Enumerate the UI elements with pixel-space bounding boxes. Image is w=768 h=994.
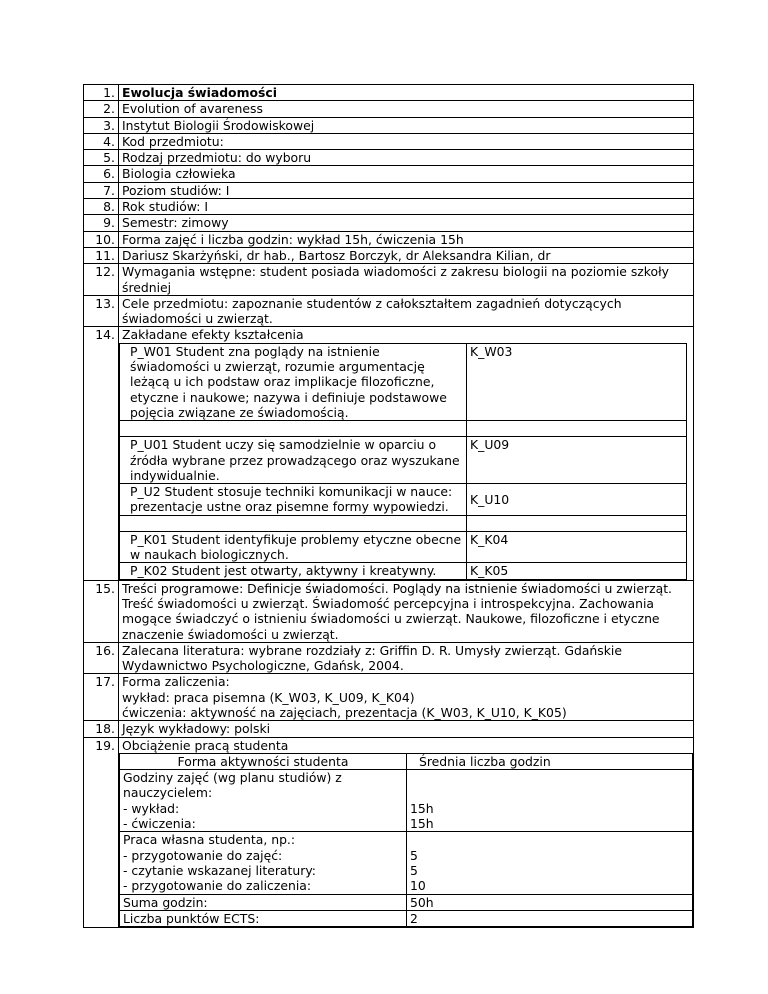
workload-header-activity: Forma aktywności studenta: [120, 753, 407, 769]
row-number: 9.: [84, 215, 119, 231]
table-row: [84, 150, 694, 166]
workload-exam-label: - przygotowanie do zaliczenia:: [123, 878, 312, 894]
learning-outcomes-cell: [119, 327, 694, 580]
teaching-language: Język wykładowy: polski: [119, 721, 694, 737]
workload-reading-label: - czytanie wskazanej literatury:: [123, 862, 316, 878]
outcome-spacer: [120, 421, 687, 437]
workload-sum-hours: 50h: [407, 894, 693, 910]
workload-contact-label: Godziny zajęć (wg planu studiów) z nauczycielem:: [123, 770, 342, 801]
workload-cell: [119, 737, 694, 928]
table-row: [84, 166, 694, 182]
workload-table: [119, 753, 693, 927]
table-row: [84, 101, 694, 117]
row-number: 15.: [84, 580, 119, 642]
table-row: [84, 199, 694, 215]
row-number: 2.: [84, 101, 119, 117]
syllabus-table: [83, 84, 694, 928]
learning-outcomes-heading: Zakładane efekty kształcenia: [122, 327, 304, 343]
workload-own-label: Praca własna studenta, np.:: [123, 832, 296, 848]
row-number: 7.: [84, 182, 119, 198]
row-number: 19.: [84, 737, 119, 928]
table-row: [84, 737, 694, 928]
workload-row: [120, 894, 693, 910]
workload-reading-hours: 5: [410, 862, 418, 878]
table-row: [84, 215, 694, 231]
course-title-english: Evolution of avareness: [119, 101, 694, 117]
course-code: Kod przedmiotu:: [119, 133, 694, 149]
table-row: [84, 231, 694, 247]
outcome-code: K_K05: [467, 563, 687, 579]
class-form-hours: Forma zajęć i liczba godzin: wykład 15h, ćwiczenia 15h: [119, 231, 694, 247]
field-of-study: Biologia człowieka: [119, 166, 694, 182]
recommended-literature: Zalecana literatura: wybrane rozdziały z: Griffin D. R. Umysły zwierząt. Gdańskie Wydawnictwo Psychologiczne, Gdańsk, 2004.: [119, 642, 694, 674]
assessment-exercises: ćwiczenia: aktywność na zajęciach, prezentacja (K_W03, K_U10, K_K05): [122, 704, 567, 720]
course-objectives: Cele przedmiotu: zapoznanie studentów z całokształtem zagadnień dotyczących świadomości u zwierząt.: [119, 295, 694, 327]
course-title: Ewolucja świadomości: [119, 85, 694, 101]
workload-row: [120, 832, 693, 894]
table-row: [84, 721, 694, 737]
row-number: 3.: [84, 117, 119, 133]
workload-prep-hours: 5: [410, 847, 418, 863]
workload-ects-value: 2: [407, 910, 693, 926]
workload-lecture-hours: 15h: [410, 800, 434, 816]
workload-header-hours: Średnia liczba godzin: [407, 753, 693, 769]
workload-heading: Obciążenie pracą studenta: [122, 737, 289, 753]
row-number: 10.: [84, 231, 119, 247]
workload-prep-label: - przygotowanie do zajęć:: [123, 847, 283, 863]
row-number: 17.: [84, 674, 119, 721]
table-row: [84, 264, 694, 296]
outcome-code: K_U10: [467, 484, 687, 516]
workload-ects-label: Liczba punktów ECTS:: [120, 910, 407, 926]
study-level: Poziom studiów: I: [119, 182, 694, 198]
row-number: 11.: [84, 247, 119, 263]
course-content: Treści programowe: Definicje świadomości. Poglądy na istnienie świadomości u zwierząt. Treść świadomości u zwierząt. Świadomość percepcyjna i introspekcyjna. Zachowania mogące świadczyć o istnieniu świadomości u zwierząt. Naukowe, filozoficzne i etyczne znaczenie świadomości u zwierząt.: [119, 580, 694, 642]
outcome-row: [120, 563, 687, 579]
outcome-code: K_W03: [467, 343, 687, 420]
workload-header-row: [120, 753, 693, 769]
outcome-description: P_U01 Student uczy się samodzielnie w oparciu o źródła wybrane przez prowadzącego oraz wyszukane indywidualnie.: [120, 437, 467, 484]
outcome-spacer: [120, 515, 687, 531]
table-row: [84, 133, 694, 149]
workload-exercises-label: - ćwiczenia:: [123, 816, 196, 832]
table-row: [84, 295, 694, 327]
row-number: 8.: [84, 199, 119, 215]
assessment-heading: Forma zaliczenia:: [122, 674, 230, 690]
semester: Semestr: zimowy: [119, 215, 694, 231]
prerequisites: Wymagania wstępne: student posiada wiadomości z zakresu biologii na poziomie szkoły średniej: [119, 264, 694, 296]
table-row: [84, 327, 694, 580]
table-row: [84, 182, 694, 198]
outcome-description: P_U2 Student stosuje techniki komunikacji w nauce: prezentacje ustne oraz pisemne formy wypowiedzi.: [120, 484, 467, 516]
outcome-row: [120, 343, 687, 420]
table-row: [84, 580, 694, 642]
workload-lecture-label: - wykład:: [123, 800, 180, 816]
row-number: 6.: [84, 166, 119, 182]
course-syllabus: [83, 84, 694, 928]
assessment-lecture: wykład: praca pisemna (K_W03, K_U09, K_K04): [122, 689, 415, 705]
workload-sum-label: Suma godzin:: [120, 894, 407, 910]
instructors: Dariusz Skarżyński, dr hab., Bartosz Borczyk, dr Aleksandra Kilian, dr: [119, 247, 694, 263]
course-type: Rodzaj przedmiotu: do wyboru: [119, 150, 694, 166]
row-number: 12.: [84, 264, 119, 296]
assessment-cell: [119, 674, 694, 721]
outcome-row: [120, 484, 687, 516]
row-number: 16.: [84, 642, 119, 674]
learning-outcomes-table: [119, 343, 687, 580]
outcome-code: K_U09: [467, 437, 687, 484]
study-year: Rok studiów: I: [119, 199, 694, 215]
outcome-row: [120, 437, 687, 484]
workload-exam-hours: 10: [410, 878, 426, 894]
table-row: [84, 642, 694, 674]
table-row: [84, 247, 694, 263]
workload-row: [120, 770, 693, 832]
row-number: 18.: [84, 721, 119, 737]
outcome-row: [120, 531, 687, 563]
outcome-description: P_K02 Student jest otwarty, aktywny i kreatywny.: [120, 563, 467, 579]
row-number: 4.: [84, 133, 119, 149]
institute: Instytut Biologii Środowiskowej: [119, 117, 694, 133]
row-number: 1.: [84, 85, 119, 101]
table-row: [84, 117, 694, 133]
row-number: 13.: [84, 295, 119, 327]
row-number: 14.: [84, 327, 119, 580]
workload-exercises-hours: 15h: [410, 816, 434, 832]
outcome-description: P_W01 Student zna poglądy na istnienie świadomości u zwierząt, rozumie argumentację leżącą u ich podstaw oraz implikacje filozoficzne, etyczne i naukowe; nazywa i definiuje podstawowe pojęcia związane ze świadomością.: [120, 343, 467, 420]
outcome-description: P_K01 Student identyfikuje problemy etyczne obecne w naukach biologicznych.: [120, 531, 467, 563]
table-row: [84, 674, 694, 721]
row-number: 5.: [84, 150, 119, 166]
table-row: [84, 85, 694, 101]
workload-row: [120, 910, 693, 926]
outcome-code: K_K04: [467, 531, 687, 563]
